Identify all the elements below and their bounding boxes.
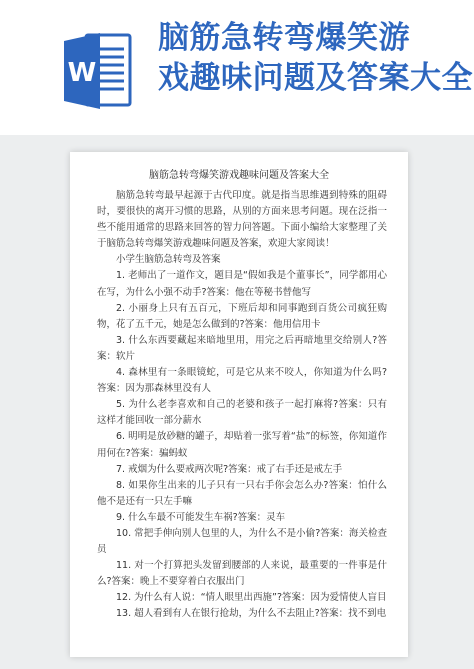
- question-item: 7. 戒烟为什么要戒两次呢?答案：戒了右手还是戒左手: [116, 463, 343, 475]
- document-sheet: [70, 152, 408, 657]
- section-subheading: 小学生脑筋急转弯及答案: [116, 254, 221, 266]
- question-item: 1. 老师出了一道作文，题目是“假如我是个董事长”，同学都用心在写，为什么小强不动手?答案：他在等秘书替他写: [97, 270, 387, 298]
- question-item: 10. 常把手伸向别人包里的人，为什么不是小偷?答案：海关检查员: [97, 527, 387, 556]
- intro-paragraph: 脑筋急转弯最早起源于古代印度。就是指当思维遇到特殊的阻碍时，要很快的离开习惯的思路，从别的方面来思考问题。现在泛指一些不能用通常的思路来回答的智力问答题。下面小编给大家整理了关于脑筋急转弯爆笑游戏趣味问题及答案，欢迎大家阅读！: [97, 190, 387, 250]
- question-item: 4. 森林里有一条眼镜蛇，可是它从来不咬人，你知道为什么吗?答案：因为那森林里没有人: [97, 367, 387, 395]
- question-item: 9. 什么车最不可能发生车祸?答案：灵车: [116, 511, 286, 523]
- question-list: [97, 268, 387, 622]
- word-document-icon: [62, 25, 132, 113]
- question-item: 3. 什么东西要藏起来暗地里用，用完之后再暗地里交给别人?答案：软片: [97, 334, 387, 362]
- document-title: 脑筋急转弯爆笑游戏趣味问题及答案大全: [149, 170, 329, 181]
- word-icon-letter: W: [67, 58, 97, 88]
- document-body: [97, 188, 387, 623]
- banner-title-line-2: 戏趣味问题及答案大全: [158, 60, 473, 96]
- banner-title-line-1: 脑筋急转弯爆笑游: [158, 20, 410, 56]
- question-item: 5. 为什么老李喜欢和自己的老婆和孩子一起打麻将?答案：只有这样才能回收一部分薪水: [97, 399, 387, 427]
- question-item: 8. 如果你生出来的儿子只有一只右手你会怎么办?答案：怕什么他不是还有一只左手嘛: [97, 479, 387, 507]
- question-item: 2. 小丽身上只有五百元，下班后却和同事跑到百货公司疯狂购物，花了五千元，她是怎么做到的?答案：他用信用卡: [97, 302, 387, 330]
- question-item: 11. 对一个打算把头发留到腰部的人来说，最重要的一件事是什么?答案：晚上不要穿着白衣服出门: [97, 560, 387, 588]
- question-item: 13. 超人看到有人在银行抢劫，为什么不去阻止?答案：找不到电: [116, 608, 387, 620]
- question-item: 12. 为什么有人说：“情人眼里出西施”?答案：因为爱情使人盲目: [116, 592, 387, 604]
- header-banner: [0, 0, 474, 135]
- question-item: 6. 明明是放砂糖的罐子，却贴着一张写着“盐”的标签，你知道作用何在?答案：骗蚂蚁: [97, 431, 387, 459]
- banner-title: [158, 18, 474, 98]
